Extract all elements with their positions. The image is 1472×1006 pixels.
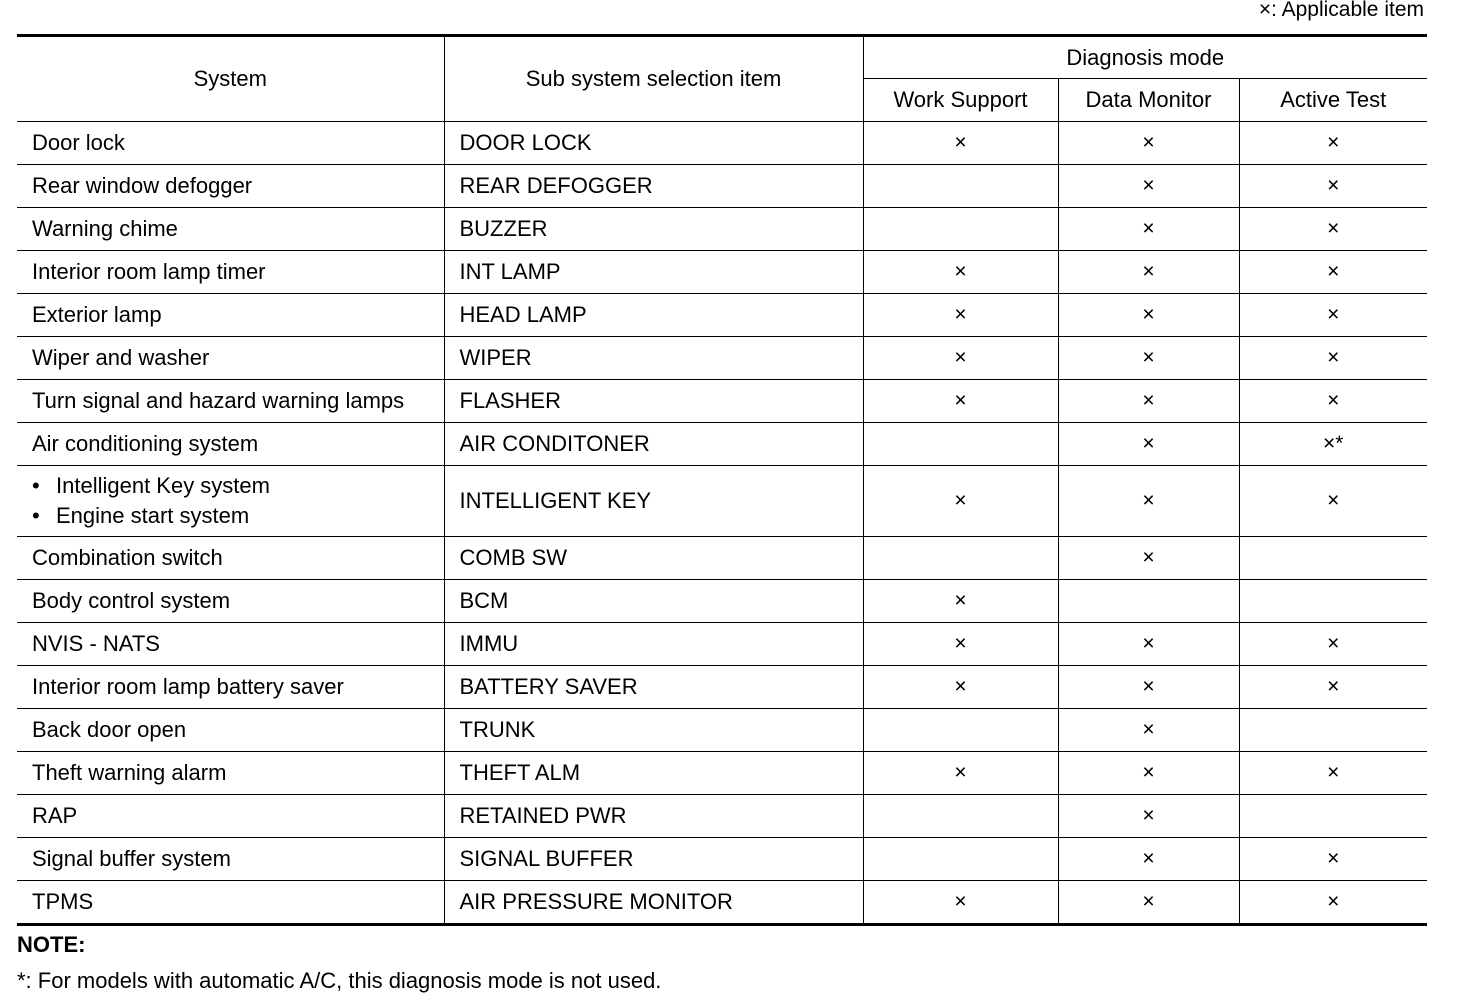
cell-active-test: × (1239, 380, 1427, 423)
cell-system (17, 466, 444, 537)
cell-system: Theft warning alarm (17, 752, 444, 795)
cell-sub-system: AIR CONDITONER (444, 423, 863, 466)
cell-work-support: × (863, 580, 1058, 623)
cell-system: Back door open (17, 709, 444, 752)
cell-system: Door lock (17, 122, 444, 165)
table-row (17, 580, 1427, 623)
cell-data-monitor: × (1058, 838, 1239, 881)
cell-active-test: × (1239, 208, 1427, 251)
cell-system: Air conditioning system (17, 423, 444, 466)
table-row (17, 752, 1427, 795)
note-text: *: For models with automatic A/C, this diagnosis mode is not used. (17, 968, 662, 993)
cell-system: Interior room lamp timer (17, 251, 444, 294)
table-row (17, 423, 1427, 466)
header-active-test: Active Test (1239, 79, 1427, 122)
cell-work-support (863, 795, 1058, 838)
cell-sub-system: HEAD LAMP (444, 294, 863, 337)
cell-data-monitor: × (1058, 294, 1239, 337)
table-row (17, 666, 1427, 709)
note-heading: NOTE: (17, 932, 86, 957)
cell-work-support: × (863, 666, 1058, 709)
cell-system: Exterior lamp (17, 294, 444, 337)
table-row (17, 122, 1427, 165)
cell-active-test: × (1239, 838, 1427, 881)
system-bullet-item (32, 471, 444, 501)
cell-system: Combination switch (17, 537, 444, 580)
cell-work-support (863, 709, 1058, 752)
cell-work-support: × (863, 337, 1058, 380)
table-row (17, 208, 1427, 251)
cell-sub-system: BATTERY SAVER (444, 666, 863, 709)
cell-sub-system: BUZZER (444, 208, 863, 251)
cell-active-test: × (1239, 666, 1427, 709)
cell-sub-system: INT LAMP (444, 251, 863, 294)
cell-system: Turn signal and hazard warning lamps (17, 380, 444, 423)
header-data-monitor: Data Monitor (1058, 79, 1239, 122)
cell-system: Signal buffer system (17, 838, 444, 881)
cell-data-monitor: × (1058, 623, 1239, 666)
cell-system: RAP (17, 795, 444, 838)
table-row (17, 709, 1427, 752)
cell-active-test: ×* (1239, 423, 1427, 466)
cell-work-support: × (863, 881, 1058, 925)
cell-active-test: × (1239, 466, 1427, 537)
cell-data-monitor: × (1058, 466, 1239, 537)
cell-work-support: × (863, 122, 1058, 165)
cell-sub-system: BCM (444, 580, 863, 623)
cell-work-support: × (863, 251, 1058, 294)
table-row (17, 337, 1427, 380)
cell-work-support (863, 423, 1058, 466)
diagnosis-mode-table (17, 34, 1427, 926)
cell-data-monitor (1058, 580, 1239, 623)
cell-data-monitor: × (1058, 208, 1239, 251)
cell-data-monitor: × (1058, 337, 1239, 380)
cell-sub-system: REAR DEFOGGER (444, 165, 863, 208)
cell-sub-system: AIR PRESSURE MONITOR (444, 881, 863, 925)
cell-data-monitor: × (1058, 795, 1239, 838)
cell-active-test: × (1239, 881, 1427, 925)
legend-applicable-item: ×: Applicable item (1258, 0, 1424, 21)
cell-work-support: × (863, 623, 1058, 666)
cell-active-test: × (1239, 337, 1427, 380)
bullet-icon: • (32, 503, 40, 528)
cell-work-support (863, 165, 1058, 208)
cell-active-test: × (1239, 752, 1427, 795)
cell-data-monitor: × (1058, 666, 1239, 709)
cell-work-support: × (863, 752, 1058, 795)
cell-sub-system: COMB SW (444, 537, 863, 580)
bullet-icon: • (32, 473, 40, 498)
cell-work-support: × (863, 294, 1058, 337)
cell-sub-system: DOOR LOCK (444, 122, 863, 165)
cell-system: Body control system (17, 580, 444, 623)
cell-data-monitor: × (1058, 122, 1239, 165)
cell-sub-system: TRUNK (444, 709, 863, 752)
cell-active-test: × (1239, 122, 1427, 165)
cell-data-monitor: × (1058, 537, 1239, 580)
table-body (17, 122, 1427, 925)
cell-active-test: × (1239, 251, 1427, 294)
cell-work-support: × (863, 380, 1058, 423)
table-row (17, 838, 1427, 881)
cell-data-monitor: × (1058, 881, 1239, 925)
cell-data-monitor: × (1058, 709, 1239, 752)
cell-sub-system: WIPER (444, 337, 863, 380)
cell-system: Interior room lamp battery saver (17, 666, 444, 709)
table-row (17, 294, 1427, 337)
cell-work-support (863, 537, 1058, 580)
table-row (17, 251, 1427, 294)
cell-active-test (1239, 537, 1427, 580)
header-diagnosis-mode: Diagnosis mode (863, 36, 1427, 79)
cell-active-test: × (1239, 623, 1427, 666)
cell-system: Wiper and washer (17, 337, 444, 380)
cell-data-monitor: × (1058, 380, 1239, 423)
cell-sub-system: IMMU (444, 623, 863, 666)
cell-data-monitor: × (1058, 752, 1239, 795)
cell-active-test: × (1239, 165, 1427, 208)
cell-work-support (863, 838, 1058, 881)
cell-system: NVIS - NATS (17, 623, 444, 666)
cell-work-support (863, 208, 1058, 251)
cell-system: TPMS (17, 881, 444, 925)
cell-sub-system: INTELLIGENT KEY (444, 466, 863, 537)
cell-system: Rear window defogger (17, 165, 444, 208)
cell-active-test: × (1239, 294, 1427, 337)
table-header (17, 36, 1427, 122)
table-row (17, 165, 1427, 208)
table-row (17, 795, 1427, 838)
header-system: System (17, 36, 444, 122)
table-row (17, 623, 1427, 666)
system-bullet-text: Intelligent Key system (56, 473, 270, 498)
system-bullet-text: Engine start system (56, 503, 250, 528)
cell-active-test (1239, 709, 1427, 752)
cell-system: Warning chime (17, 208, 444, 251)
table-row (17, 380, 1427, 423)
table-row (17, 466, 1427, 537)
system-bullet-item (32, 501, 444, 531)
cell-data-monitor: × (1058, 165, 1239, 208)
header-sub-system: Sub system selection item (444, 36, 863, 122)
table-row (17, 537, 1427, 580)
cell-data-monitor: × (1058, 251, 1239, 294)
header-work-support: Work Support (863, 79, 1058, 122)
cell-data-monitor: × (1058, 423, 1239, 466)
table-row (17, 881, 1427, 925)
cell-sub-system: RETAINED PWR (444, 795, 863, 838)
cell-sub-system: FLASHER (444, 380, 863, 423)
cell-sub-system: THEFT ALM (444, 752, 863, 795)
cell-active-test (1239, 795, 1427, 838)
cell-active-test (1239, 580, 1427, 623)
cell-work-support: × (863, 466, 1058, 537)
cell-sub-system: SIGNAL BUFFER (444, 838, 863, 881)
